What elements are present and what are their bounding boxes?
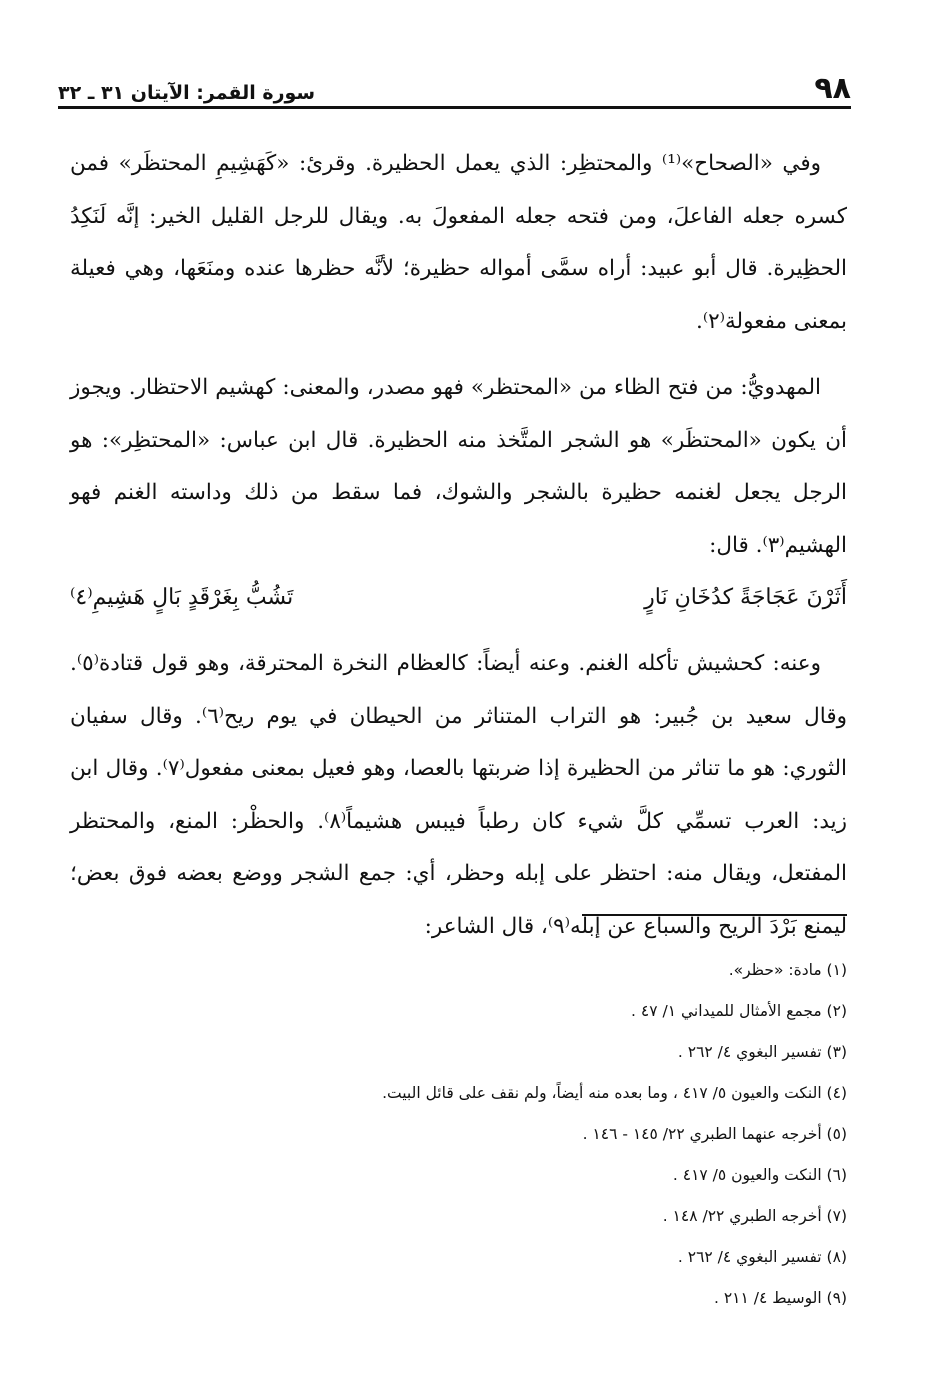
running-title: سورة القمر: الآيتان ٣١ ـ ٣٢ [58,82,316,104]
paragraph-gap [70,348,847,362]
paragraph-gap [70,624,847,638]
footnote-6: (٦) النكت والعيون ٥/ ٤١٧ . [672,1166,847,1184]
footnote-4: (٤) النكت والعيون ٥/ ٤١٧ ، وما بعده منه أيضاً، ولم نقف على قائل البيت. [382,1084,847,1102]
footnotes [60,950,847,1319]
poetry-verse [70,572,847,624]
verse-first-hemistich: أَثَرْنَ عَجَاجَةً كدُخَانِ نَارٍ [644,585,847,610]
main-text [70,138,847,953]
footnote-separator [582,914,847,916]
paragraph-1: وفي «الصحاح»⁽¹⁾ والمحتظِر: الذي يعمل الحظيرة. وقرئ: «كَهَشِيمِ المحتظَر» فمن كسره جعله الفاعلَ، ومن فتحه جعله المفعولَ به. ويقال للرجل القليل الخير: إنَّه لَنَكِدُ الحظِيرة. قال أبو عبيد: أراه سمَّى أمواله حظيرة؛ لأنَّه حظرها عنده ومنَعَها، وهي فعيلة بمعنى مفعولة⁽٢⁾. [70,151,847,334]
paragraph-3: وعنه: كحشيش تأكله الغنم. وعنه أيضاً: كالعظام النخرة المحترقة، وهو قول قتادة⁽٥⁾. وقال سعيد بن جُبير: هو التراب المتناثر من الحيطان في يوم ريح⁽٦⁾. وقال سفيان الثوري: هو ما تناثر من الحظيرة إذا ضربتها بالعصا، وهو فعيل بمعنى مفعول⁽٧⁾. وقال ابن زيد: العرب تسمِّي كلَّ شيء كان رطباً فيبس هشيماً⁽٨⁾. والحظْر: المنع، والمحتظر المفتعل، ويقال منه: احتظر على إبله وحظر، أي: جمع الشجر ووضع بعضه فوق بعض؛ ليمنع بَرْدَ الريح والسباع عن إبله⁽٩⁾، قال الشاعر: [70,651,848,939]
footnote-8: (٨) تفسير البغوي ٤/ ٢٦٢ . [677,1248,847,1266]
page-number: ٩٨ [814,71,851,106]
paragraph-2: المهدويُّ: من فتح الظاء من «المحتظر» فهو مصدر، والمعنى: كهشيم الاحتظار. ويجوز أن يكون «المحتظَر» هو الشجر المتَّخذ منه الحظيرة. قال ابن عباس: «المحتظِر»: هو الرجل يجعل لغنمه حظيرة بالشجر والشوك، فما سقط من ذلك وداسته الغنم فهو الهشيم⁽٣⁾. قال: [70,375,847,558]
header-rule [58,106,851,109]
page-header [58,62,851,106]
footnote-3: (٣) تفسير البغوي ٤/ ٢٦٢ . [677,1043,847,1061]
footnote-9: (٩) الوسيط ٤/ ٢١١ . [713,1289,847,1307]
footnote-1: (١) مادة: «حظر». [728,961,847,979]
footnote-7: (٧) أخرجه الطبري ٢٢/ ١٤٨ . [662,1207,847,1225]
footnote-2: (٢) مجمع الأمثال للميداني ١/ ٤٧ . [631,1002,847,1020]
verse-second-hemistich: تَشُبُّ بِغَرْقَدٍ بَالٍ هَشِيمِ⁽٤⁾ [70,585,294,610]
footnote-5: (٥) أخرجه عنهما الطبري ٢٢/ ١٤٥ - ١٤٦ . [582,1125,847,1143]
